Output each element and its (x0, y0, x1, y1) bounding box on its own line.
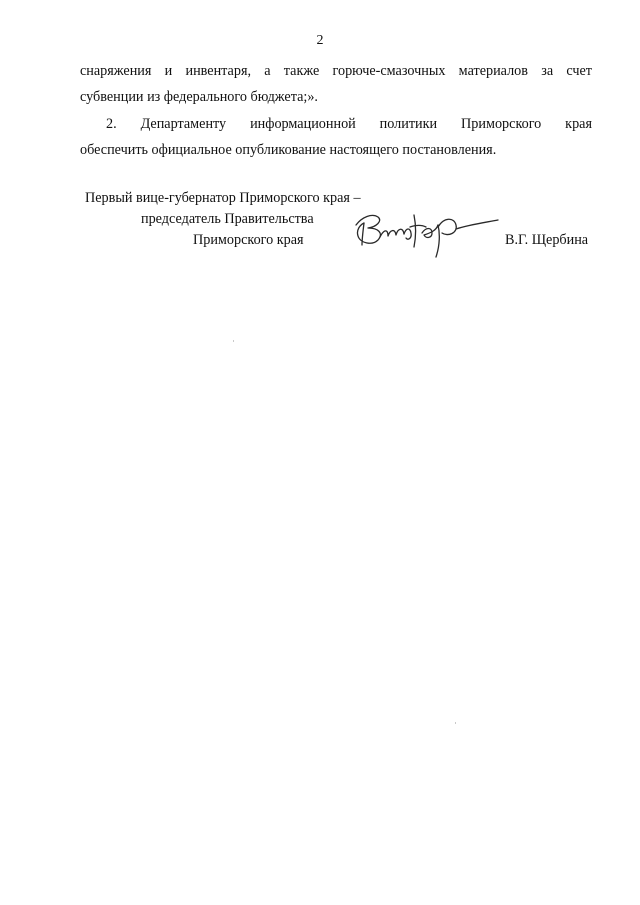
scan-speck (455, 722, 456, 724)
signatory-name: В.Г. Щербина (505, 232, 589, 248)
scan-speck (233, 340, 234, 342)
handwritten-signature (350, 203, 510, 263)
paragraph-item-2 (80, 111, 592, 163)
page-number: 2 (316, 33, 324, 48)
paragraph-line: снаряжения и инвентаря, а также горюче-смазочных материалов за счет (80, 63, 592, 79)
paragraph-line: обеспечить официальное опубликование настоящего постановления. (80, 142, 497, 158)
paragraph-continuation (80, 58, 592, 110)
paragraph-line: 2. Департаменту информационной политики Приморского края (106, 116, 592, 132)
signatory-title-line: Приморского края (193, 232, 304, 248)
signature-drawing (350, 203, 510, 263)
paragraph-line: субвенции из федерального бюджета;». (80, 89, 318, 105)
signatory-title-line: председатель Правительства (141, 211, 314, 227)
signatory-title-line: Первый вице-губернатор Приморского края – (85, 190, 361, 206)
